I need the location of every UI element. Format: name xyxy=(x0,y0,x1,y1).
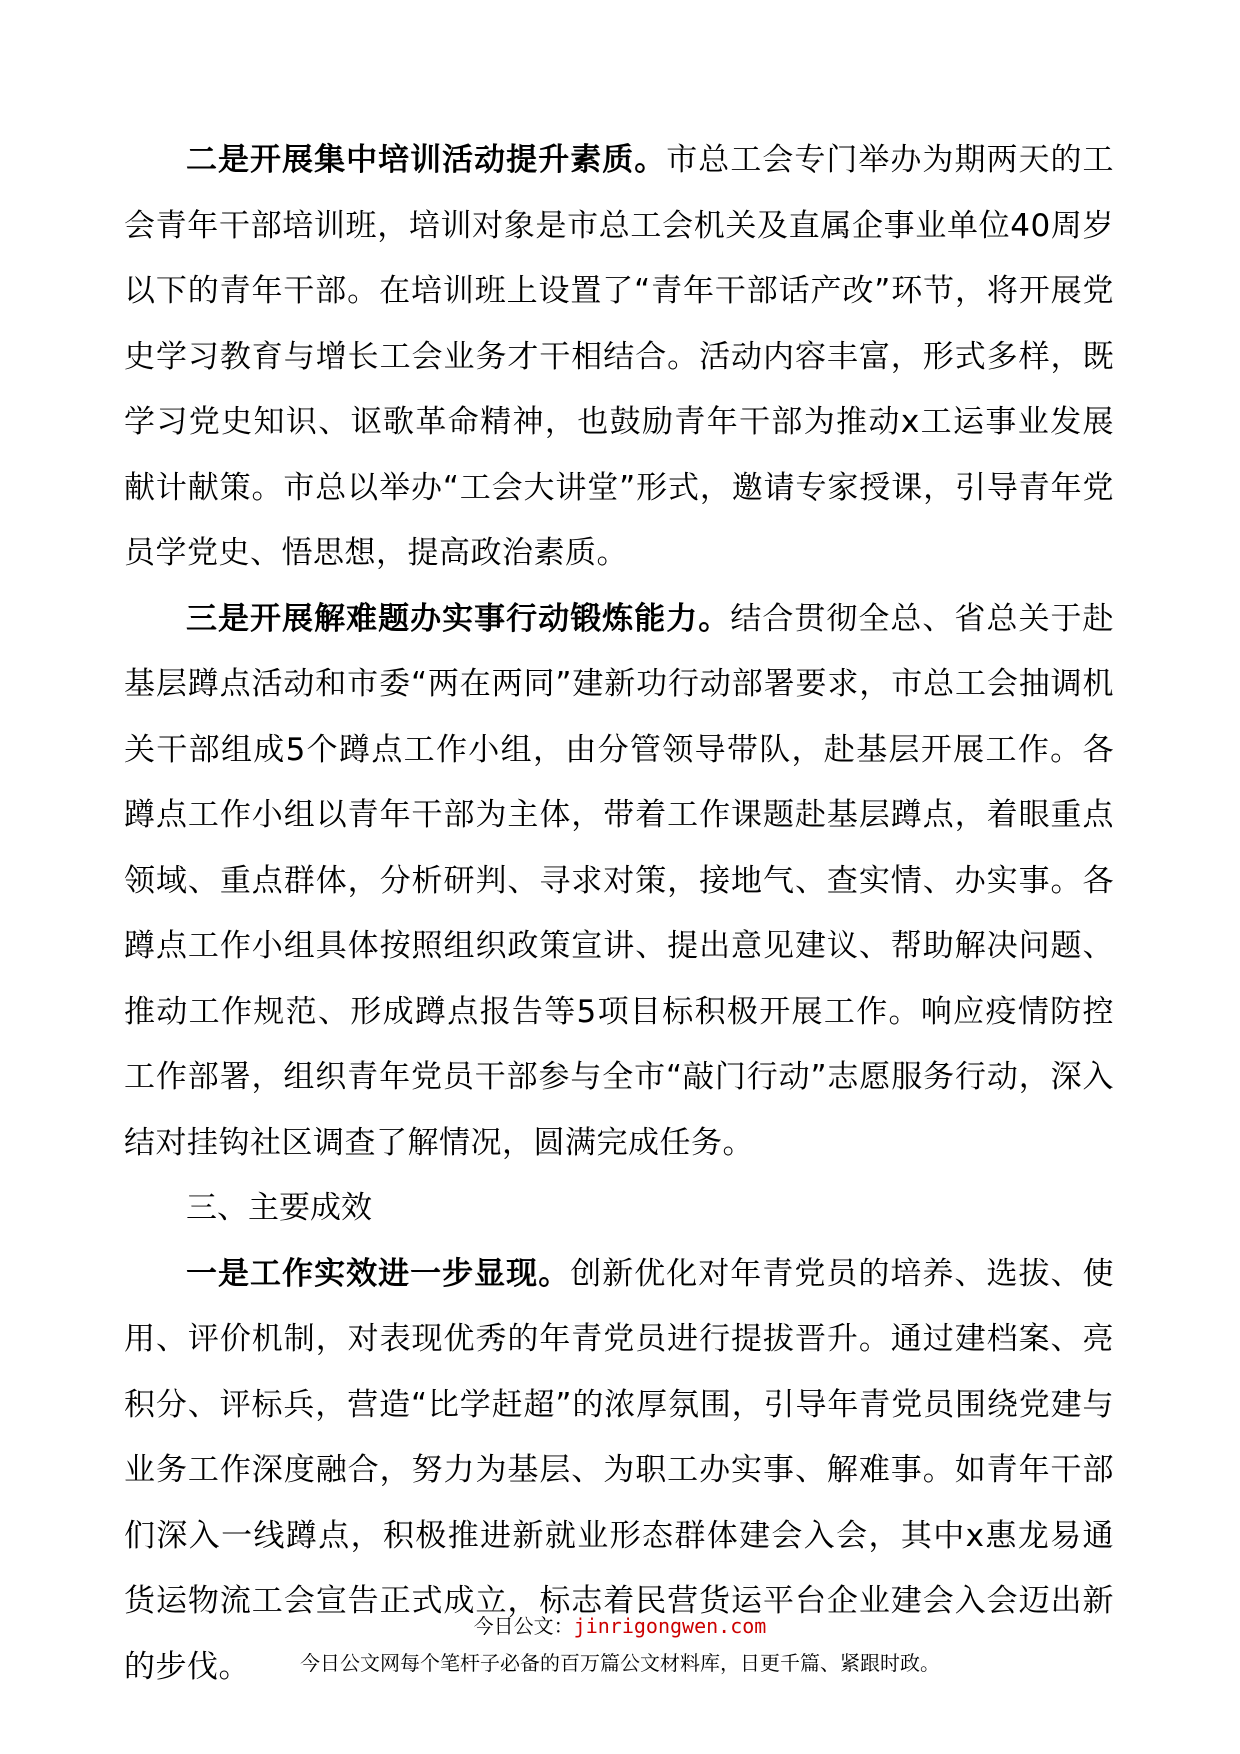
paragraph-text: 结合贯彻全总、省总关于赴基层蹲点活动和市委“两在两同”建新功行动部署要求，市总工会抽调机关干部组成5个蹲点工作小组，由分管领导带队，赴基层开展工作。各蹲点工作小组以青年干部为主体，带着工作课题赴基层蹲点，着眼重点领域、重点群体，分析研判、寻求对策，接地气、查实情、办实事。各蹲点工作小组具体按照组织政策宣讲、提出意见建议、帮助解决问题、推动工作规范、形成蹲点报告等5项目标积极开展工作。响应疫情防控工作部署，组织青年党员干部参与全市“敲门行动”志愿服务行动，深入结对挂钩社区调查了解情况，圆满完成任务。 xyxy=(124,600,1115,1161)
paragraph-training xyxy=(124,128,1114,587)
paragraph-lead: 一是工作实效进一步显现。 xyxy=(186,1255,571,1292)
footer-site-link[interactable]: jinrigongwen.com xyxy=(573,1614,767,1638)
footer-tagline: 今日公文网每个笔杆子必备的百万篇公文材料库，日更千篇、紧跟时政。 xyxy=(300,1651,940,1675)
paragraph-lead: 二是开展集中培训活动提升素质。 xyxy=(186,142,667,178)
document-body xyxy=(124,128,1114,1700)
footer-site xyxy=(0,1612,1240,1640)
footer-site-label: 今日公文： xyxy=(473,1614,574,1638)
paragraph-problem-solving xyxy=(124,587,1114,1177)
section-heading: 三、主要成效 xyxy=(186,1190,372,1226)
paragraph-text: 市总工会专门举办为期两天的工会青年干部培训班，培训对象是市总工会机关及直属企事业单位40周岁以下的青年干部。在培训班上设置了“青年干部话产改”环节，将开展党史学习教育与增长工会业务才干相结合。活动内容丰富，形式多样，既学习党史知识、讴歌革命精神，也鼓励青年干部为推动x工运事业发展献计献策。市总以举办“工会大讲堂”形式，邀请专家授课，引导青年党员学党史、悟思想，提高政治素质。 xyxy=(124,142,1115,571)
paragraph-text: 创新优化对年青党员的培养、选拔、使用、评价机制，对表现优秀的年青党员进行提拔晋升。通过建档案、亮积分、评标兵，营造“比学赶超”的浓厚氛围，引导年青党员围绕党建与业务工作深度融合，努力为基层、为职工办实事、解难事。如青年干部们深入一线蹲点，积极推进新就业形态群体建会入会，其中x惠龙易通货运物流工会宣告正式成立，标志着民营货运平台企业建会入会迈出新的步伐。 xyxy=(124,1255,1115,1685)
paragraph-lead: 三是开展解难题办实事行动锻炼能力。 xyxy=(186,600,731,637)
